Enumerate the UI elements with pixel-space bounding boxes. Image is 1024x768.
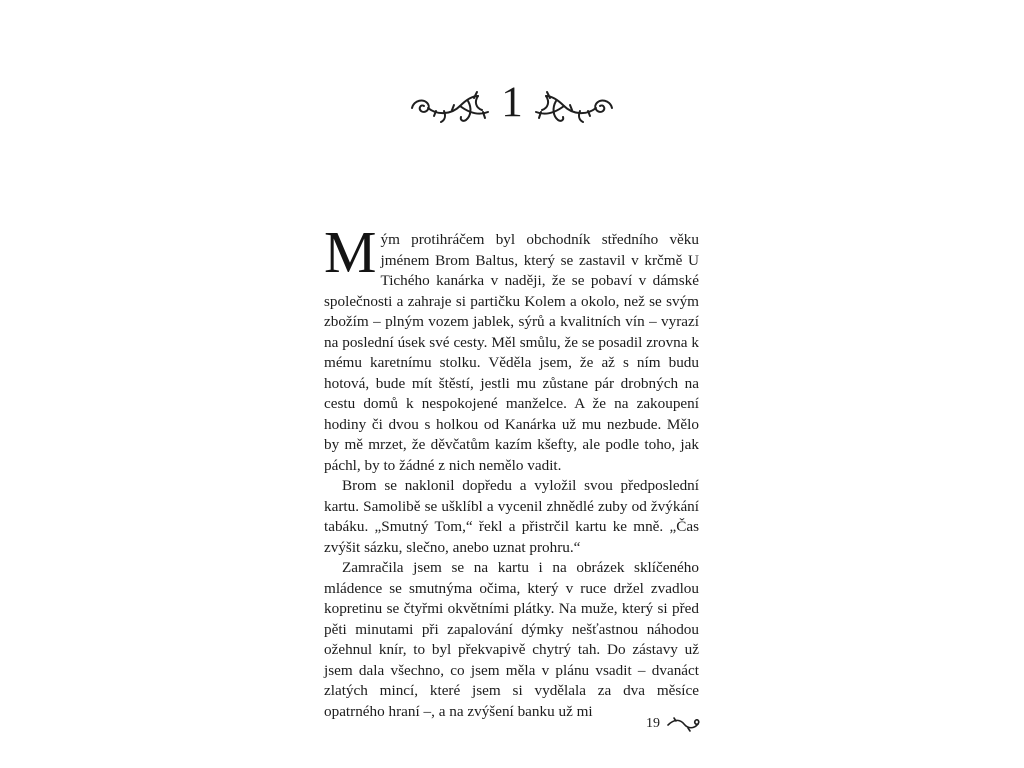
curl-ornament-right-icon <box>532 86 616 126</box>
chapter-body-text <box>324 219 699 722</box>
page-footer <box>646 712 706 736</box>
paragraph: Zamračila jsem se na kartu i na obrázek sklíčeného mládence se smutnýma očima, který v ruce držel zvadlou kopretinu se čtyřmi okvětními plátky. Na muže, který si před pěti minutami při zapalování dýmky nešťastnou náhodou ožehnul knír, to byl překvapivě chytrý tah. Do zástavy už jsem dala všechno, co jsem měla v plánu vsadit – dvanáct zlatých mincí, které jsem si vydělala za dva měsíce opatrného hraní –, a na zvýšení banku už mi <box>324 559 699 720</box>
chapter-heading <box>408 78 616 132</box>
curl-ornament-small-icon <box>666 716 702 732</box>
chapter-number: 1 <box>501 79 523 126</box>
page-number: 19 <box>646 716 660 731</box>
drop-cap: M <box>324 219 377 285</box>
curl-ornament-left-icon <box>408 86 492 126</box>
paragraph-text: ým protihráčem byl obchodník středního věku jménem Brom Baltus, který se zastavil v krčmě U Tichého kanárka v naději, že se pobaví v dámské společnosti a zahraje si partičku Kolem a okolo, než se svým zbožím – plným vozem jablek, sýrů a kvalitních vín – vyrazí na poslední úsek své cesty. Měl smůlu, že se posadil zrovna k mému karetnímu stolku. Věděla jsem, že až s ním budu hotová, bude mít štěstí, jestli mu zůstane pár drobných na cestu domů k nespokojené manželce. A že na zakoupení hodiny či dvou s holkou od Kanárka už mu nezbude. Mělo by mě mrzet, že děvčatům kazím kšefty, ale podle toho, jak páchl, by to žádné z nich nemělo vadit. <box>324 231 699 474</box>
paragraph: Brom se naklonil dopředu a vyložil svou předposlední kartu. Samolibě se ušklíbl a vycenil zhnědlé zuby od žvýkání tabáku. „Smutný Tom,“ řekl a přistrčil kartu ke mně. „Čas zvýšit sázku, slečno, anebo uznat prohru.“ <box>324 477 699 556</box>
paragraph <box>324 219 699 476</box>
